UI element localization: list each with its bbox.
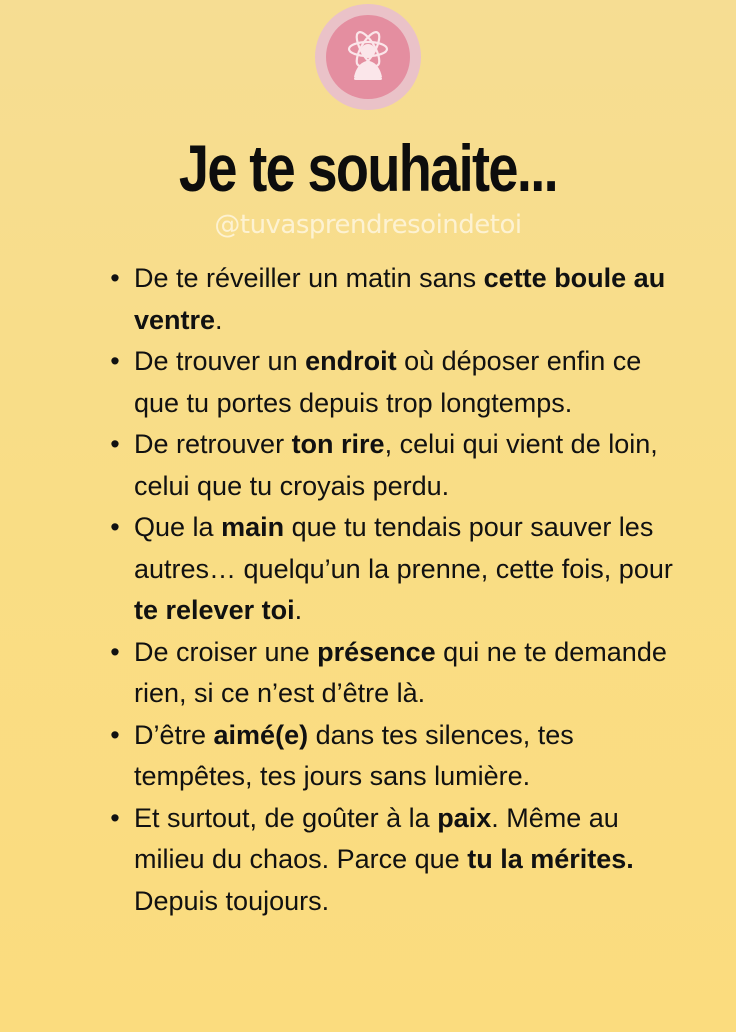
wish-text: Depuis toujours.: [134, 885, 330, 916]
wish-text: , celui qui vient de loin, celui que tu croyais perdu.: [134, 429, 658, 501]
wish-emphasis: tu la mérites.: [467, 844, 634, 874]
wish-text: .: [294, 595, 303, 625]
wish-text: De te réveiller un matin sans: [134, 263, 484, 293]
wish-item: [104, 424, 684, 507]
wish-text: . Même au milieu du chaos. Parce que: [134, 802, 619, 874]
wish-text: Que la: [134, 512, 222, 542]
account-handle: @tuvasprendresoindetoi: [214, 210, 522, 240]
bullet-icon: •: [110, 429, 120, 459]
wish-emphasis: présence: [317, 636, 436, 667]
bullet-icon: •: [110, 802, 120, 833]
bullet-icon: •: [110, 512, 120, 542]
wish-emphasis: ton rire: [291, 429, 385, 459]
wish-item: [104, 798, 684, 923]
wish-emphasis: paix: [437, 802, 492, 833]
wish-text: que tu tendais pour sauver les autres… quelqu’un la prenne, cette fois, pour: [134, 512, 673, 584]
wish-text: où déposer enfin ce que tu portes depuis trop longtemps.: [134, 346, 642, 418]
wish-item: [104, 341, 684, 424]
wish-text: dans tes silences, tes tempêtes, tes jours sans lumière.: [134, 719, 574, 791]
bullet-icon: •: [110, 346, 120, 376]
woman-atom-icon: [336, 25, 400, 89]
logo-badge: [326, 15, 410, 99]
wish-list: [104, 258, 684, 922]
wish-text: De trouver un: [134, 346, 306, 376]
wish-text: D’être: [134, 719, 214, 750]
bullet-icon: •: [110, 263, 120, 293]
bullet-icon: •: [110, 719, 120, 750]
wish-emphasis: aimé(e): [213, 719, 309, 750]
wish-text: Et surtout, de goûter à la: [134, 802, 438, 833]
page-title: Je te souhaite...: [178, 131, 558, 205]
wish-item: [104, 715, 684, 798]
profile-logo: [315, 4, 421, 110]
wish-emphasis: endroit: [305, 346, 397, 376]
bullet-icon: •: [110, 636, 120, 667]
wish-item: [104, 507, 684, 632]
wish-text: De croiser une: [134, 636, 318, 667]
wish-emphasis: te relever toi: [134, 595, 295, 625]
wish-text: qui ne te demande rien, si ce n’est d’être là.: [134, 636, 667, 708]
wish-emphasis: cette boule au ventre: [134, 263, 666, 335]
wish-emphasis: main: [221, 512, 285, 542]
wish-text: De retrouver: [134, 429, 292, 459]
wish-text: .: [215, 304, 223, 335]
wish-item: [104, 258, 684, 341]
wish-item: [104, 632, 684, 715]
